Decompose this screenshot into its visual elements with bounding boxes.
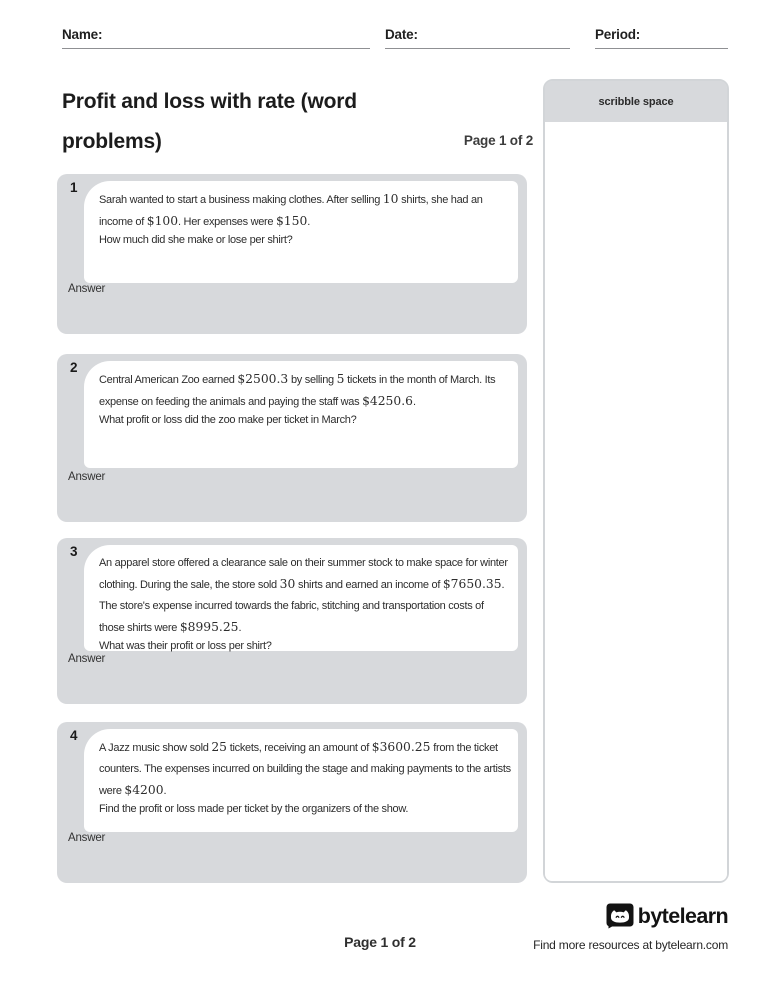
question-card	[57, 722, 527, 883]
question-number: 3	[70, 544, 78, 559]
answer-space[interactable]	[57, 832, 527, 883]
bytelearn-mascot-icon	[606, 903, 634, 929]
answer-label: Answer	[68, 283, 106, 295]
period-label: Period:	[595, 27, 641, 42]
question-text-box	[84, 729, 518, 832]
date-label: Date:	[385, 27, 418, 42]
question-prompt: Find the profit or loss made per ticket by the organizers of the show.	[99, 803, 409, 815]
answer-space[interactable]	[57, 653, 527, 704]
scribble-space-label: scribble space	[598, 95, 674, 108]
name-label: Name:	[62, 27, 103, 42]
question-card	[57, 174, 527, 334]
scribble-area[interactable]	[545, 122, 727, 881]
brand-logo	[606, 903, 728, 929]
answer-label: Answer	[68, 653, 106, 665]
question-card	[57, 538, 527, 704]
scribble-space-header	[545, 81, 727, 122]
question-card	[57, 354, 527, 522]
page-indicator-top: Page 1 of 2	[463, 133, 533, 148]
brand-tagline: Find more resources at bytelearn.com	[533, 938, 728, 952]
question-number: 4	[70, 728, 78, 743]
question-number: 1	[70, 180, 78, 195]
scribble-space-panel	[543, 79, 729, 883]
page-indicator-bottom: Page 1 of 2	[344, 934, 416, 950]
brand-name: bytelearn	[637, 903, 728, 928]
answer-label: Answer	[68, 471, 106, 483]
name-blank[interactable]	[62, 26, 370, 49]
question-prompt: How much did she make or lose per shirt?	[99, 234, 293, 246]
question-text-box	[84, 181, 518, 283]
period-blank[interactable]	[595, 26, 728, 49]
page-title: Profit and loss with rate (word problems)	[62, 90, 357, 153]
question-prompt: What was their profit or loss per shirt?	[99, 640, 272, 652]
question-text-box	[84, 361, 518, 468]
answer-label: Answer	[68, 832, 106, 844]
date-blank[interactable]	[385, 26, 570, 49]
question-text-box	[84, 545, 518, 651]
question-body: Central American Zoo earned $2500.3 by selling 5 tickets in the month of March. Its expense on feeding the animals and paying the staff was $4250.6.	[99, 372, 496, 408]
answer-space[interactable]	[57, 471, 527, 522]
question-prompt: What profit or loss did the zoo make per ticket in March?	[99, 414, 357, 426]
question-number: 2	[70, 360, 78, 375]
question-body: A Jazz music show sold 25 tickets, receiving an amount of $3600.25 from the ticket counters. The expenses incurred on building the stage and making payments to the artists were $4200.	[99, 740, 511, 797]
answer-space[interactable]	[57, 283, 527, 334]
question-body: Sarah wanted to start a business making clothes. After selling 10 shirts, she had an income of $100. Her expenses were $150.	[99, 192, 483, 228]
question-body: An apparel store offered a clearance sale on their summer stock to make space for winter clothing. During the sale, the store sold 30 shirts and earned an income of $7650.35. The store's expense incurred towards the fabric, stitching and transportation costs of those shirts were $8995.25.	[99, 557, 508, 634]
